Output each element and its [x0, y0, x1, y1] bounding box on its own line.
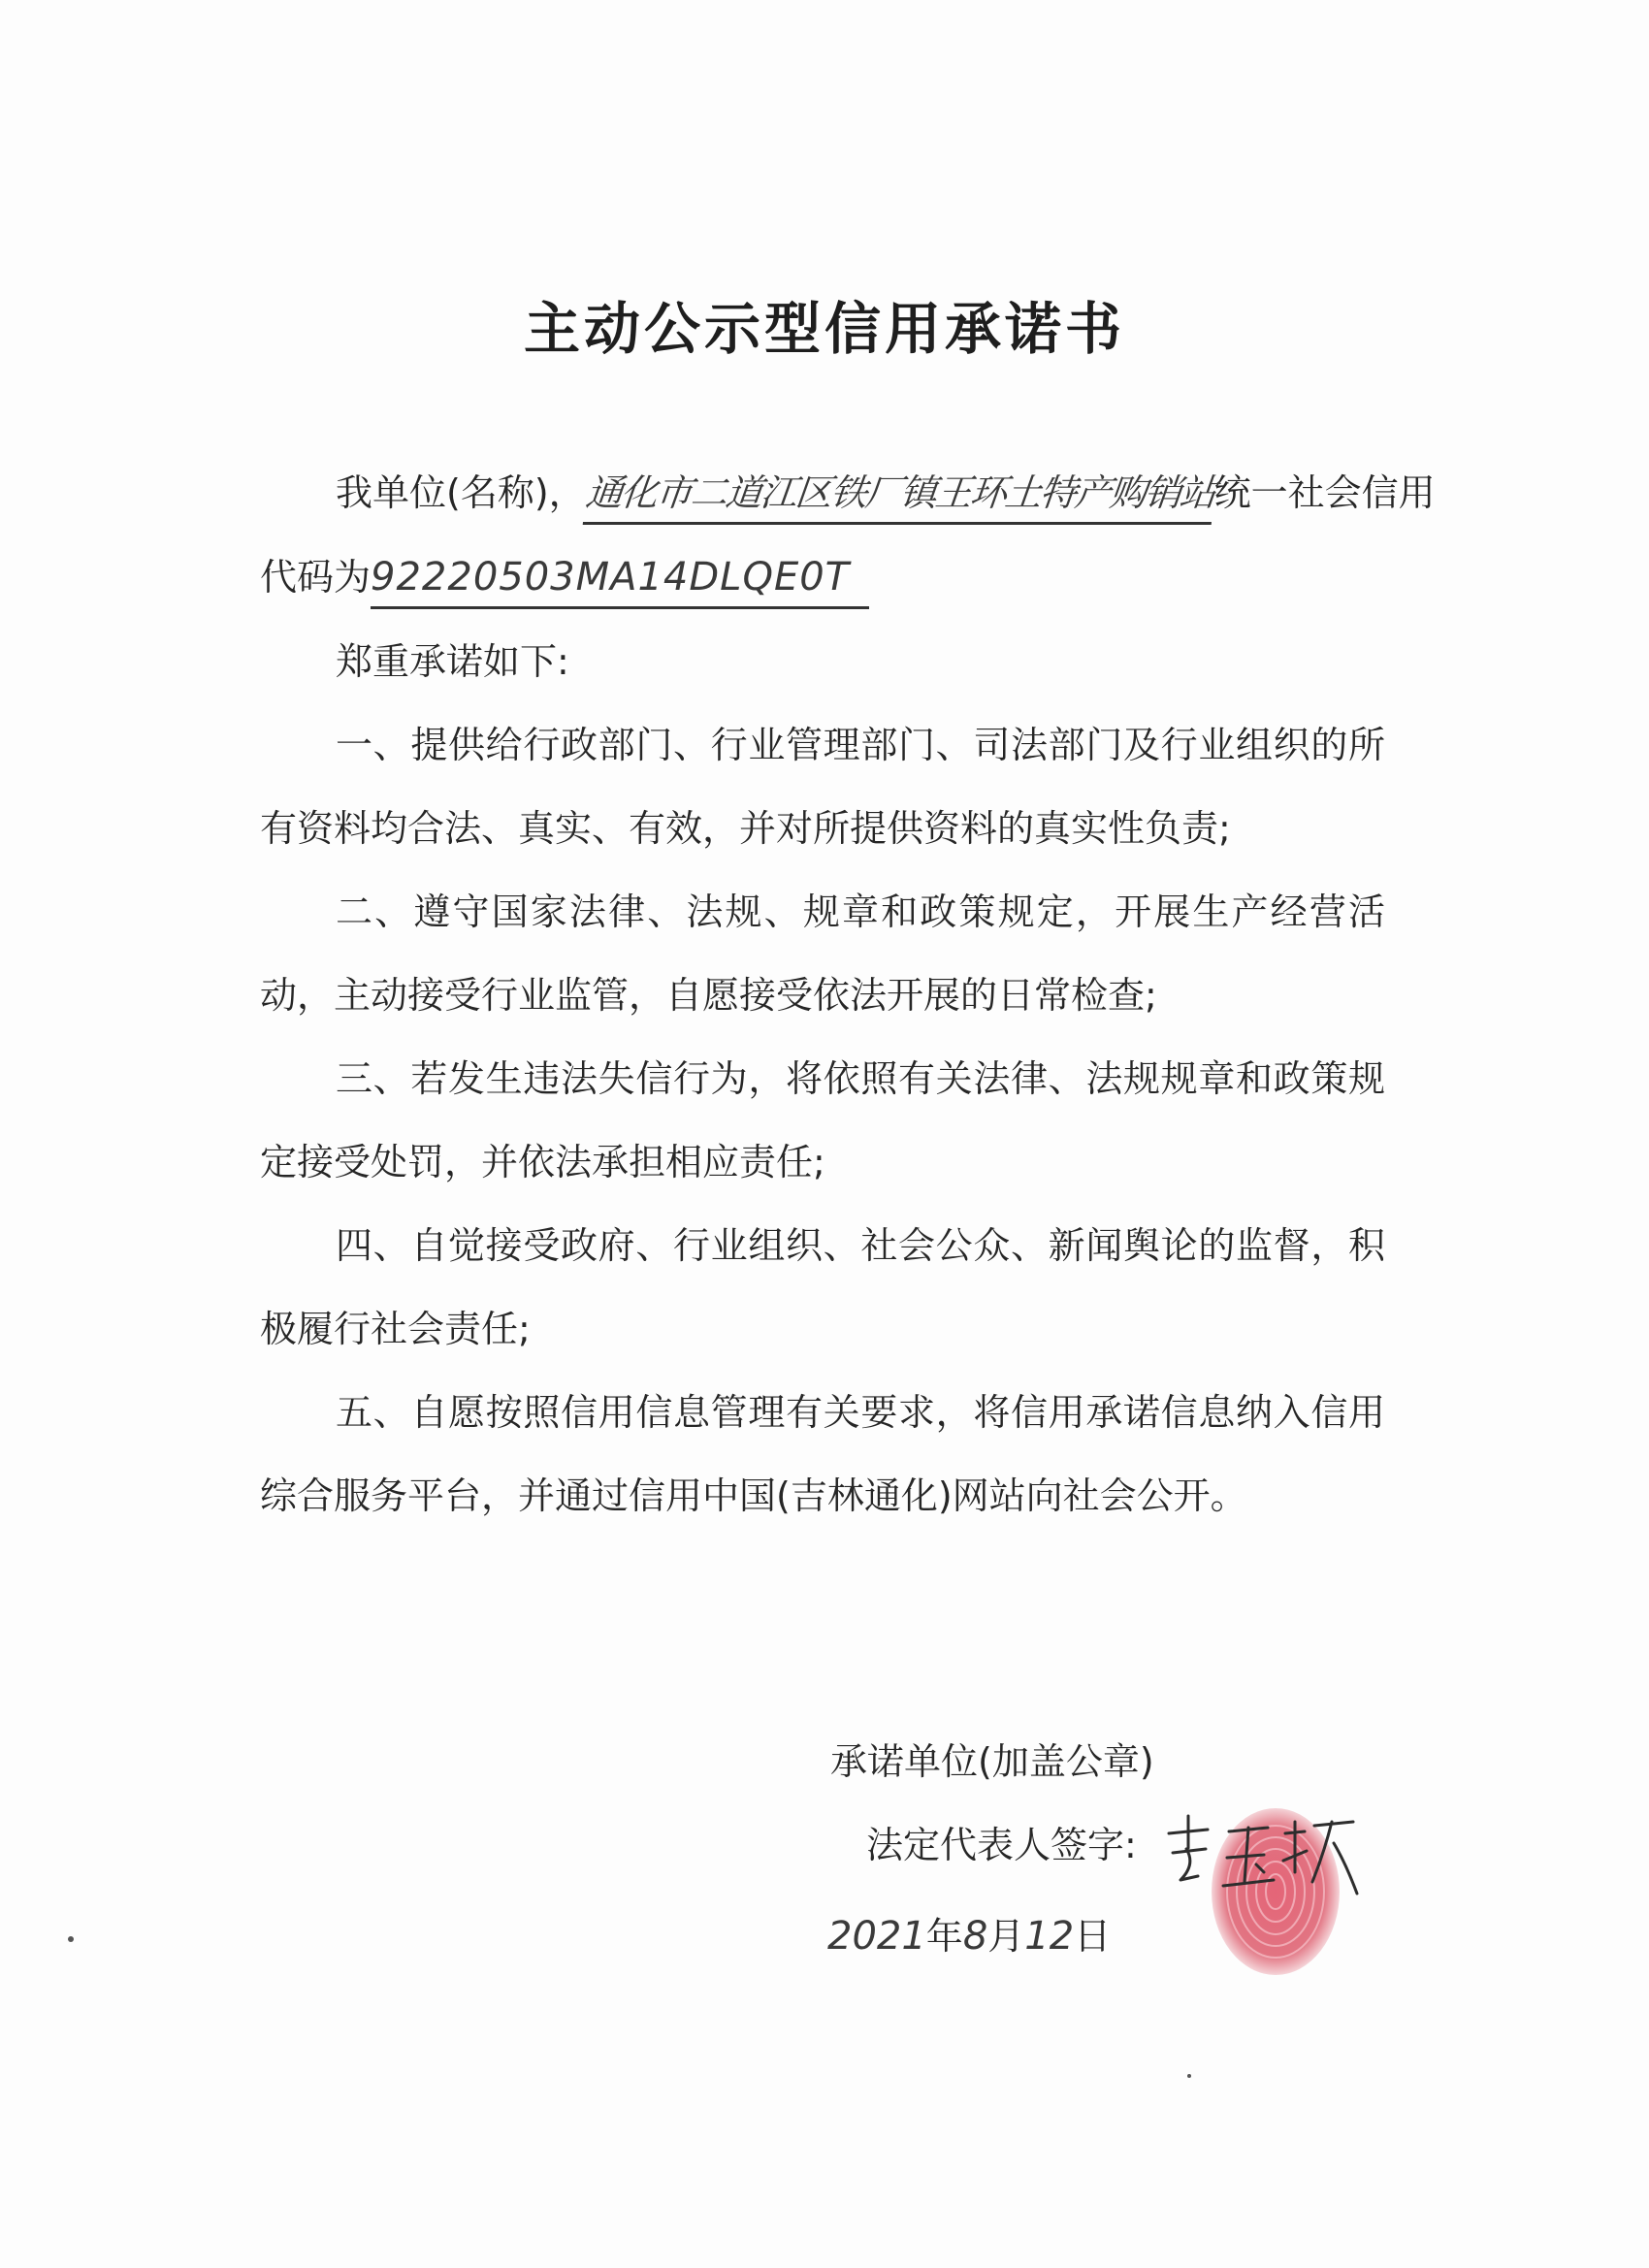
scan-speck: [1187, 2074, 1191, 2078]
date-day-char: 日: [1074, 1915, 1112, 1958]
legal-rep-signature: [1159, 1804, 1363, 1911]
scan-speck: [68, 1936, 74, 1942]
credit-code-handwritten: 92220503MA14DLQE0T: [371, 548, 869, 609]
date-year: 2021: [827, 1914, 926, 1959]
footer-unit-label: 承诺单位(加盖公章): [830, 1740, 1154, 1783]
pledge-item-3: 三、若发生违法失信行为，将依照有关法律、法规规章和政策规定接受处罚，并依法承担相应责任;: [260, 1057, 1385, 1183]
pledge-intro: 郑重承诺如下:: [336, 640, 569, 683]
pledge-item-4: 四、自觉接受政府、行业组织、社会公众、新闻舆论的监督，积极履行社会责任;: [260, 1224, 1385, 1350]
footer-rep-label: 法定代表人签字:: [866, 1824, 1137, 1866]
pledge-item-1: 一、提供给行政部门、行业管理部门、司法部门及行业组织的所有资料均合法、真实、有效，并对所提供资料的真实性负责;: [260, 724, 1385, 850]
pledge-item-5: 五、自愿按照信用信息管理有关要求，将信用承诺信息纳入信用综合服务平台，并通过信用中国(吉林通化)网站向社会公开。: [260, 1391, 1385, 1517]
unit-name-handwritten: 通化市二道江区铁厂镇王环土特产购销站: [582, 464, 1217, 525]
date-year-char: 年: [925, 1915, 963, 1958]
date-day: 12: [1024, 1914, 1075, 1959]
date-month-char: 月: [987, 1915, 1025, 1958]
date-month: 8: [962, 1914, 988, 1959]
intro-prefix: 我单位(名称)，: [336, 471, 586, 514]
intro-suffix: 统一社会信用: [1213, 471, 1436, 514]
pledge-item-2: 二、遵守国家法律、法规、规章和政策规定，开展生产经营活动，主动接受行业监管，自愿接受依法开展的日常检查;: [260, 891, 1385, 1017]
intro-line: [336, 464, 1436, 525]
document-title: 主动公示型信用承诺书: [523, 296, 1125, 362]
date-line: [827, 1907, 1111, 1965]
code-prefix: 代码为: [260, 556, 372, 599]
code-line: [260, 548, 869, 609]
